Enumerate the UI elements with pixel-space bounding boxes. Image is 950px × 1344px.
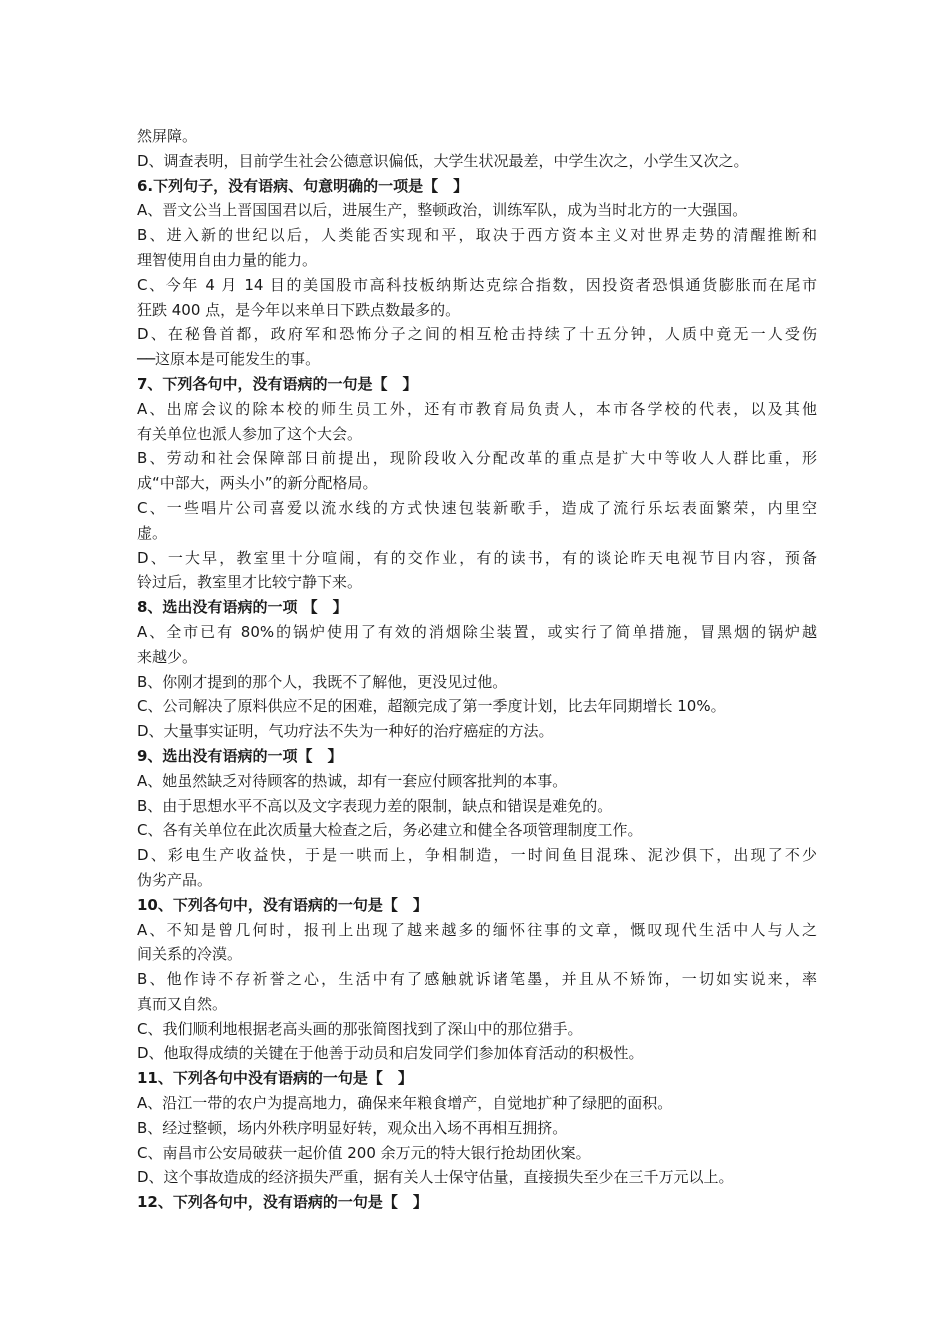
option-text-line: A、不知是曾几何时，报刊上出现了越来越多的缅怀往事的文章，慨叹现代生活中人与人之 <box>137 920 817 939</box>
option-text-line: 理智使用自由力量的能力。 <box>137 250 318 269</box>
option-text-line: 成“中部大，两头小”的新分配格局。 <box>137 474 378 493</box>
option-text-line: C、各有关单位在此次质量大检查之后，务必建立和健全各项管理制度工作。 <box>137 821 643 840</box>
option-text-line: B、经过整顿，场内外秩序明显好转，观众出入场不再相互拥挤。 <box>137 1118 568 1137</box>
option-text-line: A、她虽然缺乏对待顾客的热诚，却有一套应付顾客批判的本事。 <box>137 771 568 790</box>
option-text-line: C、公司解决了原料供应不足的困难，超额完成了第一季度计划，比去年同期增长 10%。 <box>137 697 726 716</box>
option-text-line: 然屏障。 <box>137 127 198 145</box>
option-text-line: D、调查表明，目前学生社会公德意识偏低，大学生状况最差，中学生次之，小学生又次之。 <box>137 151 749 170</box>
question-heading: 6.下列句子，没有语病、句意明确的一项是【 】 <box>137 176 469 195</box>
option-text-line: 虚。 <box>137 523 168 542</box>
question-heading: 7、下列各句中，没有语病的一句是【 】 <box>137 374 418 393</box>
option-text-line: 伪劣产品。 <box>137 870 213 889</box>
option-text-line: B、你刚才提到的那个人，我既不了解他，更没见过他。 <box>137 672 508 691</box>
document-page <box>137 124 817 1215</box>
option-text-line: A、出席会议的除本校的师生员工外，还有市教育局负责人，本市各学校的代表，以及其他 <box>137 399 817 418</box>
option-text-line: D、在秘鲁首都，政府军和恐怖分子之间的相互枪击持续了十五分钟，人质中竟无一人受伤 <box>137 325 817 344</box>
option-text-line: 真而又自然。 <box>137 994 228 1013</box>
option-text-line: 狂跌 400 点，是今年以来单日下跌点数最多的。 <box>137 300 461 319</box>
option-text-line: ──这原本是可能发生的事。 <box>137 350 321 369</box>
option-text-line: A、沿江一带的农户为提高地力，确保来年粮食增产，自觉地扩种了绿肥的面积。 <box>137 1094 673 1113</box>
question-heading: 10、下列各句中，没有语病的一句是【 】 <box>137 895 428 914</box>
question-heading: 11、下列各句中没有语病的一句是【 】 <box>137 1069 413 1088</box>
option-text-line: C、南昌市公安局破获一起价值 200 余万元的特大银行抢劫团伙案。 <box>137 1143 591 1162</box>
option-text-line: D、彩电生产收益快，于是一哄而上，争相制造，一时间鱼目混珠、泥沙俱下，出现了不少 <box>137 846 817 865</box>
option-text-line: 间关系的冷漠。 <box>137 945 243 964</box>
option-text-line: D、这个事故造成的经济损失严重，据有关人士保守估量，直接损失至少在三千万元以上。 <box>137 1168 734 1187</box>
option-text-line: C、一些唱片公司喜爱以流水线的方式快速包装新歌手，造成了流行乐坛表面繁荣，内里空 <box>137 498 817 517</box>
option-text-line: A、全市已有 80%的锅炉使用了有效的消烟除尘装置，或实行了简单措施，冒黑烟的锅炉越 <box>137 622 817 641</box>
option-text-line: D、他取得成绩的关键在于他善于动员和启发同学们参加体育活动的积极性。 <box>137 1044 644 1063</box>
option-text-line: D、一大早，教室里十分喧闹，有的交作业，有的读书，有的谈论昨天电视节目内容，预备 <box>137 548 817 567</box>
option-text-line: B、他作诗不存祈誉之心，生活中有了感触就诉诸笔墨，并且从不矫饰，一切如实说来，率 <box>137 970 817 989</box>
option-text-line: 铃过后，教室里才比较宁静下来。 <box>137 573 363 592</box>
question-heading: 8、选出没有语病的一项 【 】 <box>137 598 348 617</box>
option-text-line: 有关单位也派人参加了这个大会。 <box>137 424 363 443</box>
question-heading: 12、下列各句中，没有语病的一句是【 】 <box>137 1193 428 1212</box>
option-text-line: C、我们顺利地根据老高头画的那张简图找到了深山中的那位猎手。 <box>137 1019 583 1038</box>
option-text-line: A、晋文公当上晋国国君以后，进展生产，整顿政治，训练军队，成为当时北方的一大强国。 <box>137 201 748 220</box>
option-text-line: 来越少。 <box>137 647 198 666</box>
question-heading: 9、选出没有语病的一项【 】 <box>137 746 343 765</box>
option-text-line: B、劳动和社会保障部日前提出，现阶段收入分配改革的重点是扩大中等收人人群比重，形 <box>137 449 817 468</box>
option-text-line: B、由于思想水平不高以及文字表现力差的限制，缺点和错误是难免的。 <box>137 796 613 815</box>
option-text-line: B、进入新的世纪以后，人类能否实现和平，取决于西方资本主义对世界走势的清醒推断和 <box>137 226 817 245</box>
option-text-line: C、今年 4 月 14 目的美国股市高科技板纳斯达克综合指数，因投资者恐惧通货膨胀而在尾市 <box>137 275 817 294</box>
option-text-line: D、大量事实证明，气功疗法不失为一种好的治疗癌症的方法。 <box>137 722 554 741</box>
